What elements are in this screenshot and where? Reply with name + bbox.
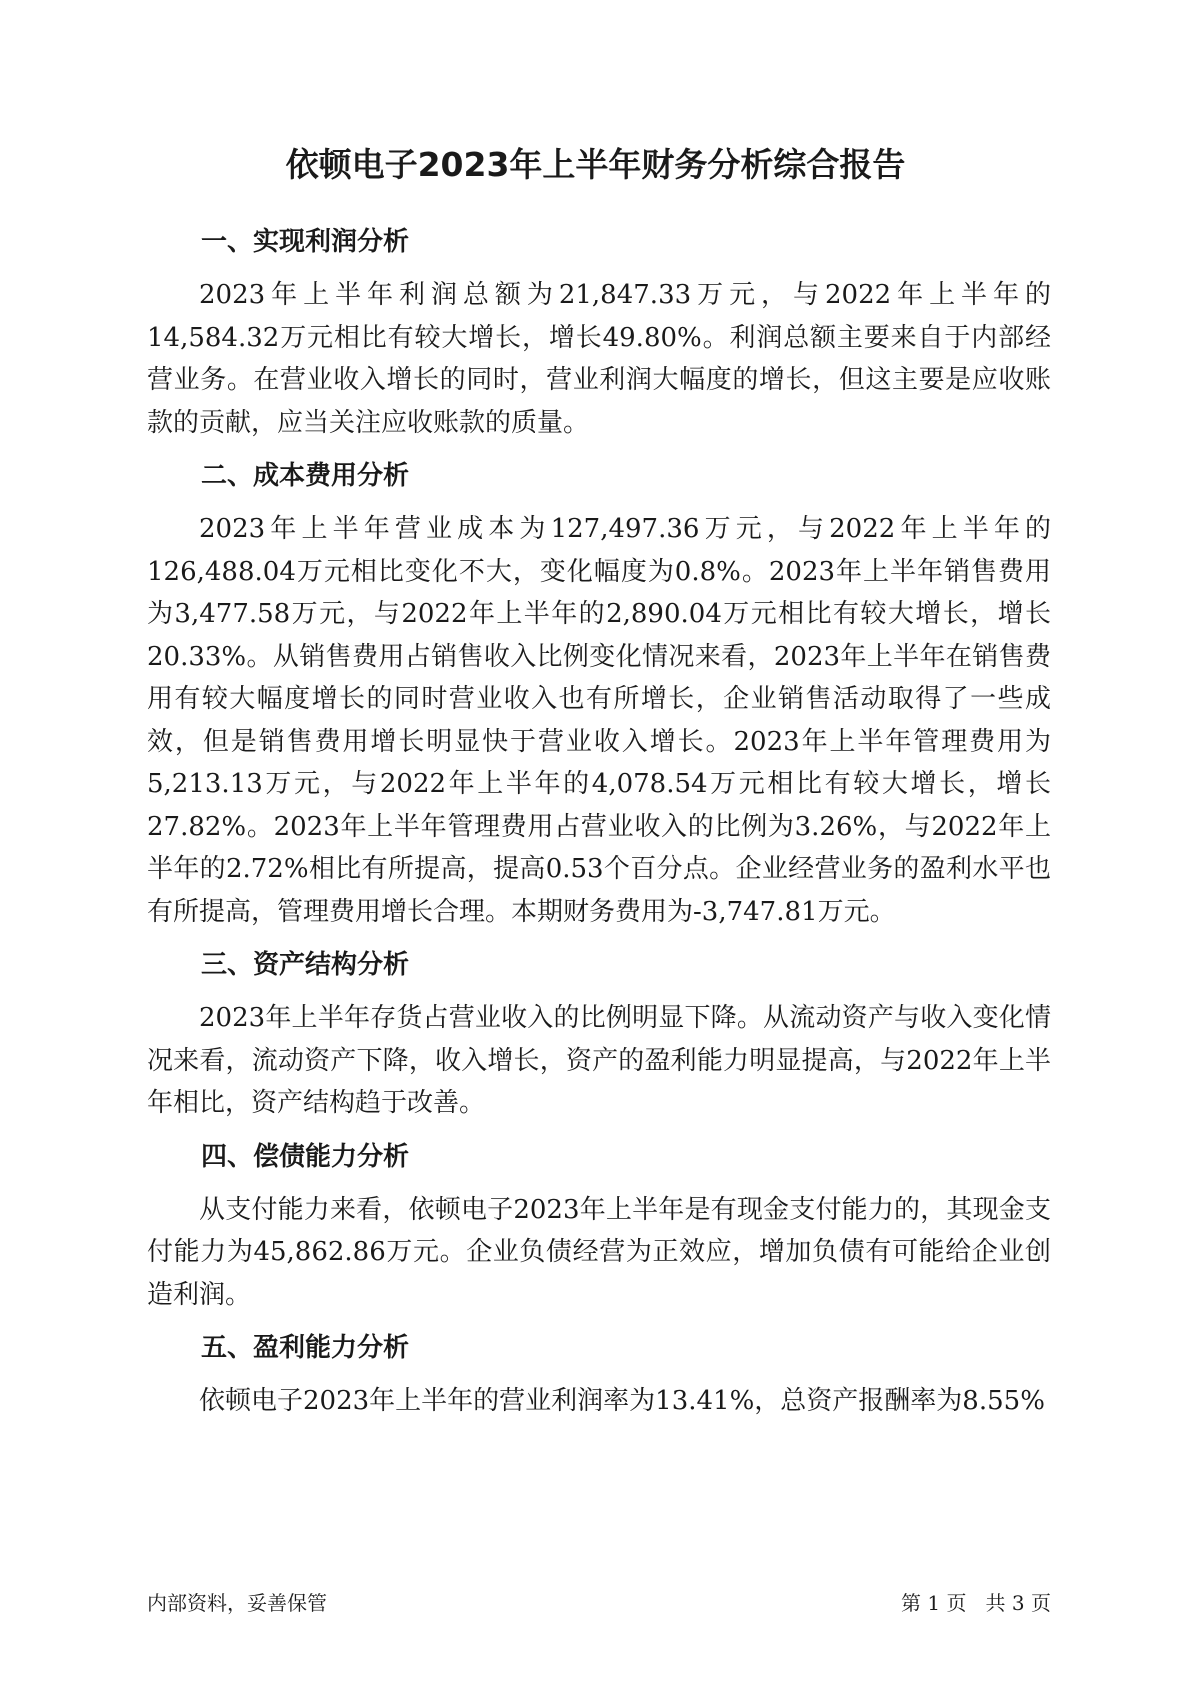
footer-confidential-note: 内部资料，妥善保管 bbox=[147, 1591, 327, 1615]
section-heading-cost: 二、成本费用分析 bbox=[201, 461, 410, 491]
document-body bbox=[147, 222, 1051, 1435]
footer-total-pages: 共 3 页 bbox=[985, 1591, 1051, 1615]
section-body-profitability: 依顿电子2023年上半年的营业利润率为13.41%，总资产报酬率为8.55% bbox=[199, 1386, 1045, 1416]
section-body-assets: 2023年上半年存货占营业收入的比例明显下降。从流动资产与收入变化情况来看，流动资产下降，收入增长，资产的盈利能力明显提高，与2022年上半年相比，资产结构趋于改善。 bbox=[147, 1003, 1051, 1118]
section-body-solvency: 从支付能力来看，依顿电子2023年上半年是有现金支付能力的，其现金支付能力为45,862.86万元。企业负债经营为正效应，增加负债有可能给企业创造利润。 bbox=[147, 1194, 1051, 1310]
section-heading-profit: 一、实现利润分析 bbox=[201, 227, 410, 257]
section-heading-solvency: 四、偿债能力分析 bbox=[201, 1141, 410, 1172]
footer-page-number bbox=[901, 1590, 1051, 1616]
section-heading-profitability: 五、盈利能力分析 bbox=[201, 1333, 410, 1363]
section-heading-assets: 三、资产结构分析 bbox=[201, 950, 410, 980]
section-body-profit: 2023年上半年利润总额为21,847.33万元，与2022年上半年的14,584.32万元相比有较大增长，增长49.80%。利润总额主要来自于内部经营业务。在营业收入增长的同时，营业利润大幅度的增长，但这主要是应收账款的贡献，应当关注应收账款的质量。 bbox=[147, 280, 1051, 438]
section-body-cost: 2023年上半年营业成本为127,497.36万元，与2022年上半年的126,488.04万元相比变化不大，变化幅度为0.8%。2023年上半年销售费用为3,477.58万元，与2022年上半年的2,890.04万元相比有较大增长，增长20.33%。从销售费用占销售收入比例变化情况来看，2023年上半年在销售费用有较大幅度增长的同时营业收入也有所增长，企业销售活动取得了一些成效，但是销售费用增长明显快于营业收入增长。2023年上半年管理费用为5,213.13万元，与2022年上半年的4,078.54万元相比有较大增长，增长27.82%。2023年上半年管理费用占营业收入的比例为3.26%，与2022年上半年的2.72%相比有所提高，提高0.53个百分点。企业经营业务的盈利水平也有所提高，管理费用增长合理。本期财务费用为-3,747.81万元。 bbox=[147, 514, 1051, 927]
document-title: 依顿电子2023年上半年财务分析综合报告 bbox=[285, 145, 906, 184]
footer-current-page: 第 1 页 bbox=[901, 1591, 967, 1615]
